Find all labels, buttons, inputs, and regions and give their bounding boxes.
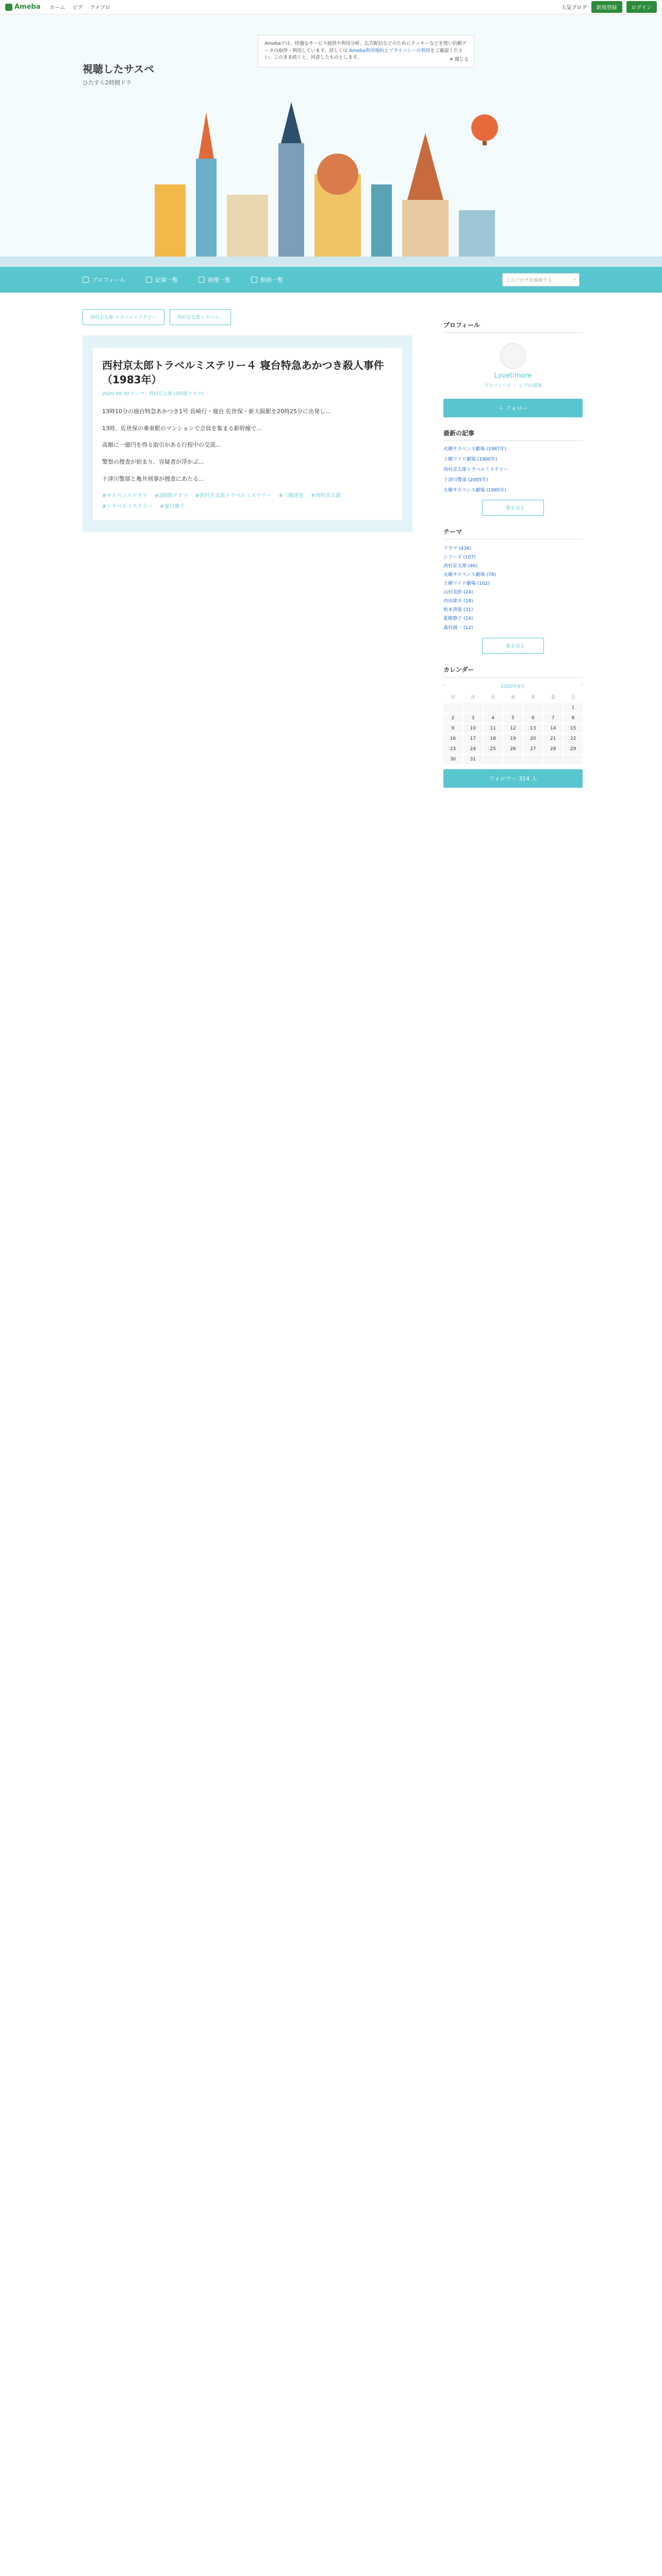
theme-link[interactable]: 火曜サスペンス劇場 (78) [443,572,496,578]
calendar-day[interactable]: 30 [443,755,462,764]
calendar-day[interactable]: 8 [564,714,583,723]
calendar-prev-icon[interactable]: ‹ [443,682,445,688]
recent-entry-link[interactable]: 西村京太郎トラベルミステリー [443,467,508,472]
article-card [93,348,402,520]
calendar-dow: 水 [510,694,516,700]
building-tower [155,184,186,267]
nav-images-label: 画像一覧 [207,277,230,283]
top-nav-home[interactable]: ホーム [49,5,65,11]
nav-entries[interactable] [146,276,178,284]
video-icon [251,277,257,283]
entry-body [102,407,393,484]
calendar-day[interactable]: 22 [564,734,583,743]
theme-more-button[interactable]: 一覧を見る [482,638,544,654]
entry-paragraph: 十津川警部と亀井刑事が捜査にあたる... [102,475,204,482]
login-button[interactable]: ログイン [626,1,657,13]
calendar-header [443,683,583,689]
cookie-close-button[interactable]: ✕ 閉じる [449,57,469,62]
calendar-day[interactable]: 29 [564,744,583,754]
search-placeholder: このブログを検索する [506,278,553,283]
followers-count[interactable]: フォロワー 314 人 [443,769,583,788]
recent-entries [443,446,583,495]
calendar-day[interactable]: 9 [443,724,462,733]
article-list-icon [146,277,152,283]
calendar-heading: カレンダー [443,665,583,677]
spire-top [198,112,214,159]
hashtag[interactable]: #西村京太郎 [311,493,341,499]
calendar-day[interactable]: 27 [523,744,542,754]
calendar [443,683,583,764]
calendar-day[interactable]: 11 [484,724,503,733]
calendar-day[interactable]: 6 [523,714,542,723]
calendar-dow: 金 [551,694,556,700]
recent-entry-link[interactable]: 火曜サスペンス劇場 (1987年) [443,447,507,452]
blog-search-input[interactable] [502,273,580,286]
calendar-day[interactable]: 13 [523,724,542,733]
entry-meta[interactable]: 2020-08-30 テーマ：西村京太郎 (2時間ドラマ) [102,392,204,397]
calendar-day [523,703,542,713]
blog-title[interactable]: 視聴したサスペ [82,63,155,75]
calendar-day[interactable]: 1 [564,703,583,713]
theme-link[interactable]: シリーズ (107) [443,554,476,560]
popular-blog-link[interactable]: 人気ブログ [561,5,587,11]
hashtag[interactable]: #サスペンスドラマ [102,493,147,499]
calendar-day[interactable]: 26 [504,744,523,754]
calendar-day[interactable]: 18 [484,734,503,743]
hashtag[interactable]: #夏目雅子 [160,504,185,510]
calendar-day[interactable]: 7 [543,714,562,723]
hashtag-list [102,491,393,510]
ground-strip [0,257,662,267]
calendar-day[interactable]: 24 [464,744,483,754]
theme-link[interactable]: 森村誠一 (12) [443,625,473,631]
profile-box [443,338,583,394]
theme-link[interactable]: 西村京太郎 (46) [443,563,478,569]
calendar-day [443,703,462,713]
profile-heading: プロフィール [443,320,583,333]
profile-links[interactable]: プロフィール ｜ ピグの部屋 [484,383,542,388]
theme-link[interactable]: 土曜ワイド劇場 (102) [443,581,490,587]
theme-list [443,545,583,633]
calendar-day [564,755,583,764]
ameba-logo[interactable] [5,3,41,11]
follow-button[interactable]: ＋ フォロー [443,399,583,417]
next-entry-button[interactable]: 西村京太郎トラベル... [170,309,231,325]
header-skyline-illustration [0,81,662,267]
calendar-dow: 木 [531,694,536,700]
main-column [82,309,412,532]
hashtag[interactable]: #三橋達也 [278,493,304,499]
blog-nav-bar [0,267,662,293]
profile-icon [82,277,89,283]
clocktower-top [281,102,302,143]
top-nav [50,3,110,11]
calendar-day [523,755,542,764]
blog-description: ひたすら2時間ドラ [82,79,131,86]
calendar-day [504,703,523,713]
blog-header [0,14,662,293]
entry-paragraph: 高額に一億円を得る取引がある行程中の交流... [102,442,221,449]
calendar-day[interactable]: 10 [464,724,483,733]
calendar-day[interactable]: 2 [443,714,462,723]
calendar-day[interactable]: 25 [484,744,503,754]
calendar-day[interactable]: 20 [523,734,542,743]
calendar-day [543,755,562,764]
calendar-day[interactable]: 15 [564,724,583,733]
theme-link[interactable]: 内田康夫 (18) [443,599,473,604]
ameba-logo-icon [5,4,12,11]
theme-link[interactable]: 山村美紗 (24) [443,590,473,596]
calendar-day [484,755,503,764]
calendar-day[interactable]: 14 [543,724,562,733]
dome-top [317,154,358,195]
calendar-day[interactable]: 31 [464,755,483,764]
calendar-day[interactable]: 17 [464,734,483,743]
calendar-day[interactable]: 19 [504,734,523,743]
calendar-day[interactable]: 5 [504,714,523,723]
entry-paragraph: 13時、佐世保の乗車駅のマンションで会員を集まる新幹線で... [102,425,262,432]
calendar-next-icon[interactable]: › [581,682,583,688]
calendar-dow: 月 [470,694,475,700]
hashtag[interactable]: #2時間ドラマ [154,493,188,499]
calendar-dow: 火 [490,694,495,700]
cookie-mid: と [384,48,389,54]
cookie-banner [258,35,474,67]
calendar-day[interactable]: 21 [543,734,562,743]
entry-paragraph: 警察の捜査が始まり、容疑者が浮かぶ... [102,459,204,466]
nav-videos[interactable] [251,276,283,284]
recent-entry-link[interactable]: 十津川警部 (2005年) [443,477,488,483]
calendar-day[interactable]: 12 [504,724,523,733]
recent-entry-link[interactable]: 土曜ワイド劇場 (1990年) [443,456,498,462]
top-right [561,1,657,13]
calendar-day[interactable]: 28 [543,744,562,754]
hashtag[interactable]: #西村京太郎トラベルミステリー [195,493,272,499]
calendar-day[interactable]: 16 [443,734,462,743]
top-nav-ameblo[interactable]: アメブロ [90,5,110,11]
top-bar [0,0,662,14]
prev-entry-button[interactable]: 西村京太郎 トラベルミステリー [82,309,164,325]
calendar-dow: 土 [571,694,576,700]
recent-heading: 最新の記事 [443,429,583,441]
top-nav-pigg[interactable]: ピグ [72,5,83,11]
nav-profile-label: プロフィール [92,277,125,283]
article-container [82,335,412,532]
calendar-day [504,755,523,764]
image-icon [198,277,205,283]
calendar-title: 2020年8月 [501,684,525,689]
building-classic [227,195,268,267]
theme-link[interactable]: ドラマ (436) [443,546,472,551]
register-button[interactable]: 新規登録 [591,1,622,13]
cookie-text: Amebaでは、快適なサービス提供や利用分析、広告配信などのためにクッキーなどを使い信頼データの取得・利用しています。詳しくは [264,41,467,54]
hot-air-balloon-icon [471,114,498,141]
nav-videos-label: 動画一覧 [260,277,283,283]
calendar-day[interactable]: 23 [443,744,462,754]
calendar-grid [443,691,583,764]
nav-images[interactable] [198,276,230,284]
sidebar [443,309,583,793]
theme-link[interactable]: 松本清張 (31) [443,607,473,613]
cookie-end: をご確認ください。このまま続くと、同意したものとします。 [264,48,463,60]
terms-link[interactable]: Ameba利用規約 [349,48,384,54]
calendar-day[interactable]: 4 [484,714,503,723]
calendar-day [464,703,483,713]
search-icon[interactable]: ⌕ [573,277,576,282]
avatar[interactable] [500,343,526,369]
calendar-day [543,703,562,713]
entry-pager [82,309,412,325]
calendar-dow: 日 [450,694,455,700]
nav-profile[interactable] [82,276,125,284]
recent-entry-link[interactable]: 火曜サスペンス劇場 (1985年) [443,487,507,493]
logo-text: Ameba [14,3,41,11]
building-tall [371,184,392,267]
calendar-day [484,703,503,713]
entry-title[interactable]: 西村京太郎トラベルミステリー４ 寝台特急あかつき殺人事件（1983年） [102,359,384,386]
profile-name[interactable]: Lovetimore [494,372,532,380]
theme-link[interactable]: 夏樹静子 (14) [443,616,473,622]
pyramid-roof [407,133,443,200]
building-clocktower [278,143,304,267]
calendar-day[interactable]: 3 [464,714,483,723]
hashtag[interactable]: #トラベルミステリー [102,504,153,510]
recent-more-button[interactable]: 一覧を見る [482,500,544,516]
nav-entries-label: 記事一覧 [155,277,178,283]
entry-paragraph: 13時10分の寝台特急あかつき1号 長崎行・寝台 佐世保・新大阪駅を20時25分に出発し... [102,408,331,415]
theme-heading: テーマ [443,527,583,539]
balloon-basket [483,141,487,145]
privacy-link[interactable]: プライバシーの利用 [388,48,431,54]
building-spire [196,159,217,267]
